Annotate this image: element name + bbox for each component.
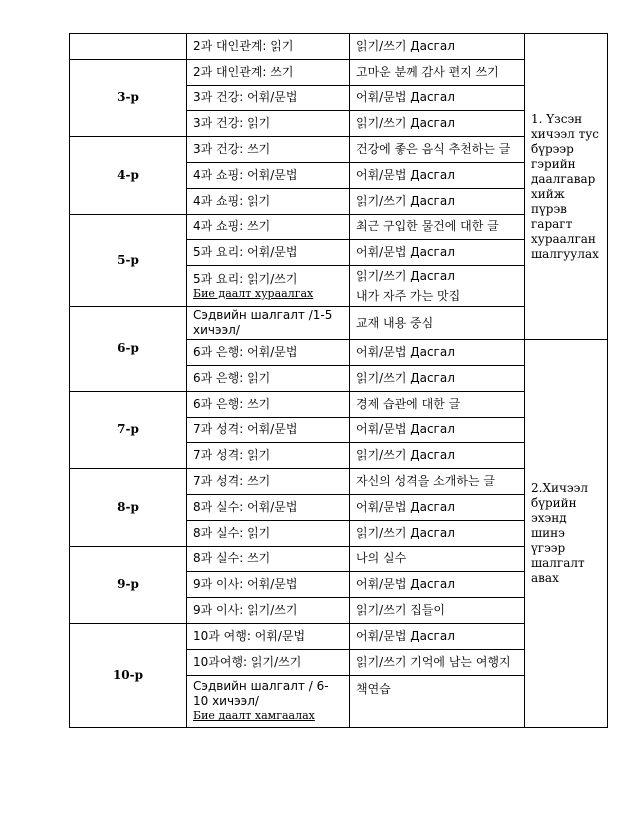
content-cell: 어휘/문법 Дасгал — [350, 417, 525, 443]
lesson-cell: 8과 실수: 쓰기 — [187, 546, 350, 572]
lesson-cell: 7과 성격: 쓰기 — [187, 469, 350, 495]
content-cell: 읽기/쓰기 Дасгал — [350, 34, 525, 60]
table-row — [70, 34, 608, 60]
content-cell: 최근 구입한 물건에 대한 글 — [350, 214, 525, 240]
lesson-cell: Сэдвийн шалгалт /1-5 хичээл/ — [187, 307, 350, 340]
content-cell: 자신의 성격을 소개하는 글 — [350, 469, 525, 495]
content-cell: 읽기/쓰기 Дасгал — [350, 111, 525, 137]
content-cell: 어휘/문법 Дасгал — [350, 572, 525, 598]
content-cell: 읽기/쓰기 Дасгал — [350, 520, 525, 546]
content-cell: 교재 내용 중심 — [350, 307, 525, 340]
content-cell: 나의 실수 — [350, 546, 525, 572]
lesson-cell: 5과 요리: 어휘/문법 — [187, 240, 350, 266]
lesson-cell: 5과 요리: 읽기/쓰기 Бие даалт хураалгах — [187, 266, 350, 307]
week-cell: 9-р — [70, 546, 187, 623]
lesson-cell: 6과 은행: 어휘/문법 — [187, 340, 350, 366]
lesson-cell: 3과 건강: 읽기 — [187, 111, 350, 137]
lesson-cell: 8과 실수: 읽기 — [187, 520, 350, 546]
lesson-cell: 3과 건강: 쓰기 — [187, 137, 350, 163]
content-cell: 경제 습관에 대한 글 — [350, 391, 525, 417]
lesson-cell: 7과 성격: 읽기 — [187, 443, 350, 469]
week-cell: 5-р — [70, 214, 187, 307]
lesson-cell: 6과 은행: 읽기 — [187, 365, 350, 391]
content-cell: 어휘/문법 Дасгал — [350, 494, 525, 520]
week-cell: 8-р — [70, 469, 187, 546]
week-cell: 6-р — [70, 307, 187, 392]
lesson-cell: 4과 쇼핑: 쓰기 — [187, 214, 350, 240]
content-cell: 어휘/문법 Дасгал — [350, 623, 525, 649]
schedule-body — [70, 34, 608, 728]
goal-cell-1: 1. Үзсэн хичээл тус бүрээр гэрийн даалгавар хийж пүрэв гарагт хураалган шалгуулах — [525, 34, 608, 340]
content-cell: 읽기/쓰기 Дасгал 내가 자주 가는 맛집 — [350, 266, 525, 307]
content-cell: 읽기/쓰기 집들이 — [350, 598, 525, 624]
content-cell: 어휘/문법 Дасгал — [350, 340, 525, 366]
content-cell: 읽기/쓰기 기억에 남는 여행지 — [350, 649, 525, 675]
lesson-cell: Сэдвийн шалгалт / 6-10 хичээл/ Бие даалт хамгаалах — [187, 675, 350, 727]
content-cell: 읽기/쓰기 Дасгал — [350, 188, 525, 214]
lesson-cell: 6과 은행: 쓰기 — [187, 391, 350, 417]
goal-cell-2: 2.Хичээл бүрийн эхэнд шинэ үгээр шалгалт авах — [525, 340, 608, 727]
lesson-cell: 2과 대인관계: 읽기 — [187, 34, 350, 60]
lesson-cell: 4과 쇼핑: 읽기 — [187, 188, 350, 214]
content-cell: 어휘/문법 Дасгал — [350, 162, 525, 188]
lesson-cell: 8과 실수: 어휘/문법 — [187, 494, 350, 520]
lesson-cell: 9과 이사: 읽기/쓰기 — [187, 598, 350, 624]
content-cell: 어휘/문법 Дасгал — [350, 85, 525, 111]
content-cell: 읽기/쓰기 Дасгал — [350, 365, 525, 391]
lesson-cell: 4과 쇼핑: 어휘/문법 — [187, 162, 350, 188]
lesson-cell: 9과 이사: 어휘/문법 — [187, 572, 350, 598]
content-cell: 어휘/문법 Дасгал — [350, 240, 525, 266]
note-text: Бие даалт хураалгах — [193, 286, 314, 300]
schedule-table — [69, 33, 608, 728]
lesson-cell: 7과 성격: 어휘/문법 — [187, 417, 350, 443]
lesson-cell: 10과여행: 읽기/쓰기 — [187, 649, 350, 675]
content-cell: 책연습 — [350, 675, 525, 727]
lesson-cell: 10과 여행: 어휘/문법 — [187, 623, 350, 649]
week-cell: 10-р — [70, 623, 187, 727]
week-cell: 3-р — [70, 59, 187, 136]
content-cell: 건강에 좋은 음식 추천하는 글 — [350, 137, 525, 163]
week-cell — [70, 34, 187, 60]
lesson-cell: 2과 대인관계: 쓰기 — [187, 59, 350, 85]
content-cell: 고마운 분께 감사 편지 쓰기 — [350, 59, 525, 85]
lesson-cell: 3과 건강: 어휘/문법 — [187, 85, 350, 111]
content-cell: 읽기/쓰기 Дасгал — [350, 443, 525, 469]
note-text: Бие даалт хамгаалах — [193, 709, 315, 723]
week-cell: 7-р — [70, 391, 187, 468]
week-cell: 4-р — [70, 137, 187, 214]
